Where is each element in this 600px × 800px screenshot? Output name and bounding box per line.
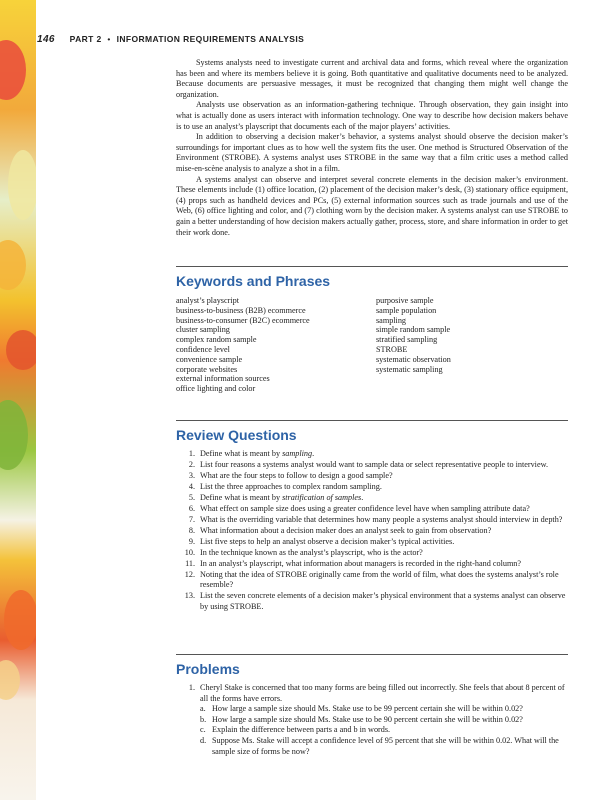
question-text-main: List five steps to help an analyst observe a decision maker’s typical activities.: [200, 536, 455, 546]
question-text: [200, 504, 568, 515]
part-title: INFORMATION REQUIREMENTS ANALYSIS: [116, 34, 305, 44]
keywords-column-left: [176, 296, 376, 394]
question-text-main: What is the overriding variable that determines how many people a systems analyst should interview in depth?: [200, 514, 563, 524]
question-number: 5.: [188, 492, 195, 502]
question-text: [200, 548, 568, 559]
review-question: [176, 537, 568, 548]
question-number: 8.: [188, 525, 195, 535]
review-question: [176, 559, 568, 570]
question-text-end: .: [361, 492, 364, 502]
question-text-main: List four reasons a systems analyst would want to sample data or select representative people to interview.: [200, 459, 549, 469]
problem-subpart: [200, 715, 568, 726]
subpart-text: Explain the difference between parts a and b in words.: [212, 725, 391, 735]
question-text: [200, 515, 568, 526]
question-text: [200, 559, 568, 570]
section-rule: [176, 420, 568, 421]
problem-body: [200, 683, 568, 757]
keyword-item: confidence level: [176, 344, 230, 354]
question-text-main: In the technique known as the analyst’s playscript, who is the actor?: [200, 547, 423, 557]
problem-subpart: [200, 704, 568, 715]
review-question-list: [176, 449, 568, 613]
review-question: [176, 591, 568, 612]
review-question: [176, 570, 568, 591]
subpart-text: How large a sample size should Ms. Stake use to be 90 percent certain she will be within 0.02?: [212, 714, 523, 724]
review-question: [176, 471, 568, 482]
question-text: [200, 471, 568, 482]
question-number: 11.: [185, 558, 195, 568]
subpart-label: b.: [200, 714, 207, 724]
problem-text: Cheryl Stake is concerned that too many forms are being filled out incorrectly. She feels that about 8 percent of all the forms have errors.: [200, 683, 565, 703]
question-number: 13.: [184, 591, 195, 601]
keyword-item: corporate websites: [176, 364, 238, 374]
question-text-emphasis: sampling: [282, 449, 313, 458]
keywords-section: [176, 266, 568, 394]
question-text: [200, 537, 568, 548]
section-rule: [176, 266, 568, 267]
question-number: 10.: [184, 547, 195, 557]
question-text: [200, 526, 568, 537]
summary-paragraph: In addition to observing a decision maker’s behavior, a systems analyst should observe the decision maker’s surroundings for important clues as to how well the system fits the user. One method is Structured Observation of the Environment (STROBE). A systems analyst uses STROBE in the same way that a film critic uses a method called mise-en-scène analysis to analyze a shot in a film.: [176, 132, 568, 173]
question-number: 2.: [188, 459, 195, 469]
question-text-main: In an analyst’s playscript, what information about managers is recorded in the right-hand column?: [200, 558, 522, 568]
question-text-emphasis: stratification of samples: [282, 492, 362, 502]
question-text-main: List the seven concrete elements of a decision maker’s physical environment that a systems analyst can observe by using STROBE.: [200, 591, 566, 611]
page-number: 146: [37, 34, 55, 45]
question-text: [200, 460, 568, 471]
keyword-item: complex random sample: [176, 335, 257, 345]
keyword-item: simple random sample: [376, 325, 451, 335]
review-question: [176, 515, 568, 526]
question-text-main: Noting that the idea of STROBE originally came from the world of film, what does the systems analyst’s role resemble?: [200, 569, 559, 590]
review-question: [176, 493, 568, 504]
review-question: [176, 449, 568, 460]
summary-text: [176, 58, 568, 238]
question-text: [200, 449, 568, 460]
question-text-main: Define what is meant by: [200, 492, 283, 502]
problem-subpart: [200, 736, 568, 757]
keyword-item: systematic observation: [376, 354, 451, 364]
review-question: [176, 504, 568, 515]
review-question: [176, 548, 568, 559]
question-text-end: .: [312, 449, 315, 458]
problems-list: [176, 683, 568, 757]
problems-section: [176, 654, 568, 758]
review-section: [176, 420, 568, 613]
keyword-item: analyst’s playscript: [176, 296, 239, 305]
question-text-main: Define what is meant by: [200, 449, 283, 458]
header-bullet: •: [107, 34, 111, 44]
problem-subpart: [200, 725, 568, 736]
question-text-main: What are the four steps to follow to design a good sample?: [200, 470, 393, 480]
keywords-list: [176, 296, 568, 394]
section-rule: [176, 654, 568, 655]
keyword-item: purposive sample: [376, 296, 434, 305]
summary-paragraph: Systems analysts need to investigate current and archival data and forms, which reveal where the organization has been and where its members believe it is going. Both quantitative and qualitative documents need to be analyzed. Because documents are persuasive messages, it must be recognized that changing them might well change the organization.: [176, 58, 568, 99]
keyword-item: cluster sampling: [176, 325, 230, 335]
subpart-label: a.: [200, 704, 206, 714]
question-text: [200, 570, 568, 591]
keyword-item: sample population: [376, 305, 437, 315]
keyword-item: external information sources: [176, 374, 270, 384]
review-question: [176, 460, 568, 471]
keyword-item: convenience sample: [176, 354, 243, 364]
keywords-heading: Keywords and Phrases: [176, 273, 331, 289]
question-text-main: What information about a decision maker does an analyst seek to gain from observation?: [200, 525, 492, 535]
review-question: [176, 482, 568, 493]
keyword-item: office lighting and color: [176, 384, 256, 394]
keywords-column-right: [376, 296, 566, 394]
review-question: [176, 526, 568, 537]
problem-number: 1.: [188, 683, 195, 692]
problem-item: [176, 683, 568, 757]
question-number: 7.: [188, 514, 195, 524]
question-text-main: List the three approaches to complex random sampling.: [200, 481, 382, 491]
question-number: 6.: [188, 503, 195, 513]
subpart-text: How large a sample size should Ms. Stake use to be 99 percent certain she will be within 0.02?: [212, 704, 523, 714]
problems-heading: Problems: [176, 661, 240, 677]
summary-paragraph: Analysts use observation as an information-gathering technique. Through observation, they gain insight into what is actually done as users interact with information technology. One way to describe how decision makers behave is to use an analyst’s playscript that documents each of the major players’ activities.: [176, 100, 568, 131]
question-text: [200, 493, 568, 504]
question-text-main: What effect on sample size does using a greater confidence level have when sampling attribute data?: [200, 503, 530, 513]
summary-paragraph: A systems analyst can observe and interpret several concrete elements in the decision maker’s environment. These elements include (1) office location, (2) placement of the decision maker’s desk, (3) stationary office equipment, (4) props such as handheld devices and PCs, (5) external information sources such as trade journals and use of the Web, (6) office lighting and color, and (7) clothing worn by the decision maker. A systems analyst can use STROBE to gain a better understanding of how decision makers actually gather, process, store, and share information in order to get their work done.: [176, 174, 568, 237]
part-label: PART 2: [69, 34, 102, 44]
keyword-item: business-to-consumer (B2C) ecommerce: [176, 315, 310, 325]
subpart-label: d.: [200, 735, 207, 745]
running-header: [37, 34, 304, 45]
subpart-label: c.: [200, 725, 206, 735]
question-number: 1.: [188, 449, 195, 458]
keyword-item: sampling: [376, 315, 407, 325]
keyword-item: stratified sampling: [376, 335, 438, 345]
question-number: 12.: [184, 569, 195, 579]
keyword-item: business-to-business (B2B) ecommerce: [176, 305, 306, 315]
question-number: 4.: [188, 481, 195, 491]
subpart-text: Suppose Ms. Stake will accept a confidence level of 95 percent that she will be within 0.02. What will the sample size of forms be now?: [212, 735, 559, 756]
keyword-item: systematic sampling: [376, 364, 443, 374]
review-heading: Review Questions: [176, 427, 297, 443]
decorative-side-band: [0, 0, 36, 800]
question-text: [200, 591, 568, 612]
question-number: 9.: [188, 536, 195, 546]
keyword-item: STROBE: [376, 344, 408, 354]
question-number: 3.: [188, 470, 195, 480]
question-text: [200, 482, 568, 493]
